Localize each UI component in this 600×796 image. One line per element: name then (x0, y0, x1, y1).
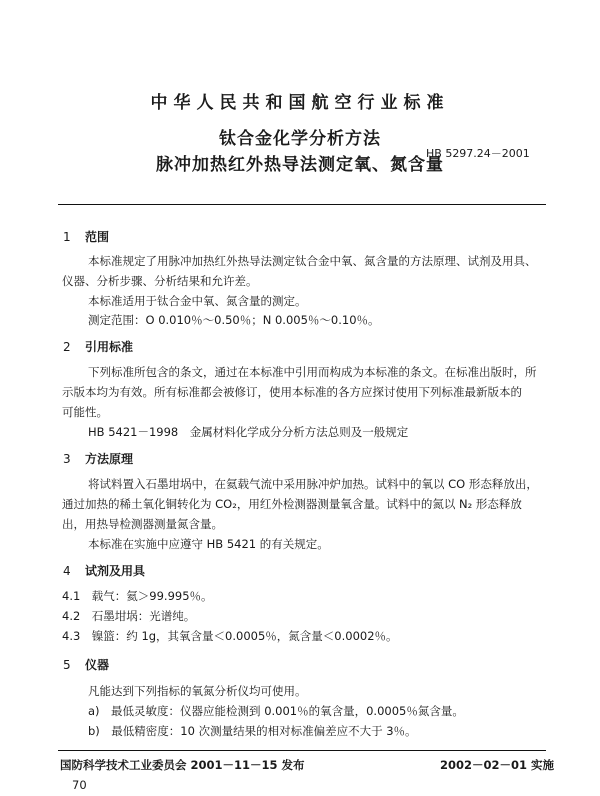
section-2-paragraph-c: 可能性。 (62, 405, 108, 419)
document-title-line2: 脉冲加热红外热导法测定氧、氮含量 (156, 155, 444, 175)
section-2-paragraph-b: 示版本均为有效。所有标准都会被修订，使用本标准的各方应探讨使用下列标准最新版本的 (62, 385, 522, 399)
section-title: 引用标准 (85, 340, 134, 354)
section-3-paragraph-a: 将试料置入石墨坩埚中，在氦载气流中采用脉冲炉加热。试料中的氧以 CO 形态释放出， (88, 477, 538, 491)
section-2-paragraph-a: 下列标准所包含的条文，通过在本标准中引用而构成为本标准的条文。在标准出版时，所 (88, 365, 537, 379)
standard-number: HB 5297.24－2001 (426, 147, 530, 160)
section-1-measure-range: 测定范围：O 0.010％～0.50％；N 0.005％～0.10％。 (88, 313, 380, 327)
section-title: 试剂及用具 (85, 564, 146, 578)
section-2-reference: HB 5421－1998 金属材料化学成分分析方法总则及一般规定 (88, 425, 409, 439)
section-number: 4 (63, 564, 71, 578)
page-number: 70 (72, 778, 87, 792)
section-1-paragraph-2: 本标准适用于钛合金中氧、氮含量的测定。 (88, 294, 307, 308)
section-number: 5 (63, 658, 71, 672)
section-3-paragraph-2: 本标准在实施中应遵守 HB 5421 的有关规定。 (88, 537, 329, 551)
section-number: 3 (63, 452, 71, 466)
section-4-item: 4.3 镍篮：约 1g，其氧含量＜0.0005％，氮含量＜0.0002％。 (62, 629, 398, 643)
section-title: 范围 (85, 230, 110, 244)
section-title: 仪器 (85, 658, 110, 672)
section-5-paragraph: 凡能达到下列指标的氧氮分析仪均可使用。 (88, 684, 307, 698)
section-title: 方法原理 (85, 452, 134, 466)
section-3-paragraph-c: 出，用热导检测器测量氮含量。 (62, 517, 223, 531)
section-5-item-b: b) 最低精密度：10 次测量结果的相对标准偏差应不大于 3％。 (88, 724, 417, 738)
top-rule (58, 204, 546, 205)
standard-category-header: 中华人民共和国航空行业标准 (150, 93, 450, 113)
section-3-paragraph-b: 通过加热的稀土氧化铜转化为 CO₂，用红外检测器测量氧含量。试料中的氮以 N₂ 形态释放 (62, 497, 522, 511)
footer-rule (58, 750, 546, 751)
section-1-paragraph-1a: 本标准规定了用脉冲加热红外热导法测定钛合金中氧、氮含量的方法原理、试剂及用具、 (88, 254, 537, 268)
section-5-heading (63, 656, 109, 673)
section-4-item: 4.2 石墨坩埚：光谱纯。 (62, 609, 196, 623)
section-4-heading (63, 562, 145, 579)
issue-date: 国防科学技术工业委员会 2001－11－15 发布 (60, 758, 305, 772)
section-number: 2 (63, 340, 71, 354)
section-2-heading (63, 338, 133, 355)
section-number: 1 (63, 230, 71, 244)
section-1-paragraph-1b: 仪器、分析步骤、分析结果和允许差。 (62, 274, 258, 288)
document-title-line1: 钛合金化学分析方法 (219, 129, 381, 149)
section-5-item-a: a) 最低灵敏度：仪器应能检测到 0.001％的氧含量，0.0005％氮含量。 (88, 704, 464, 718)
section-4-item: 4.1 载气：氦＞99.995％。 (62, 589, 213, 603)
section-3-heading (63, 450, 133, 467)
implementation-date: 2002－02－01 实施 (440, 758, 555, 772)
section-1-heading (63, 228, 109, 245)
